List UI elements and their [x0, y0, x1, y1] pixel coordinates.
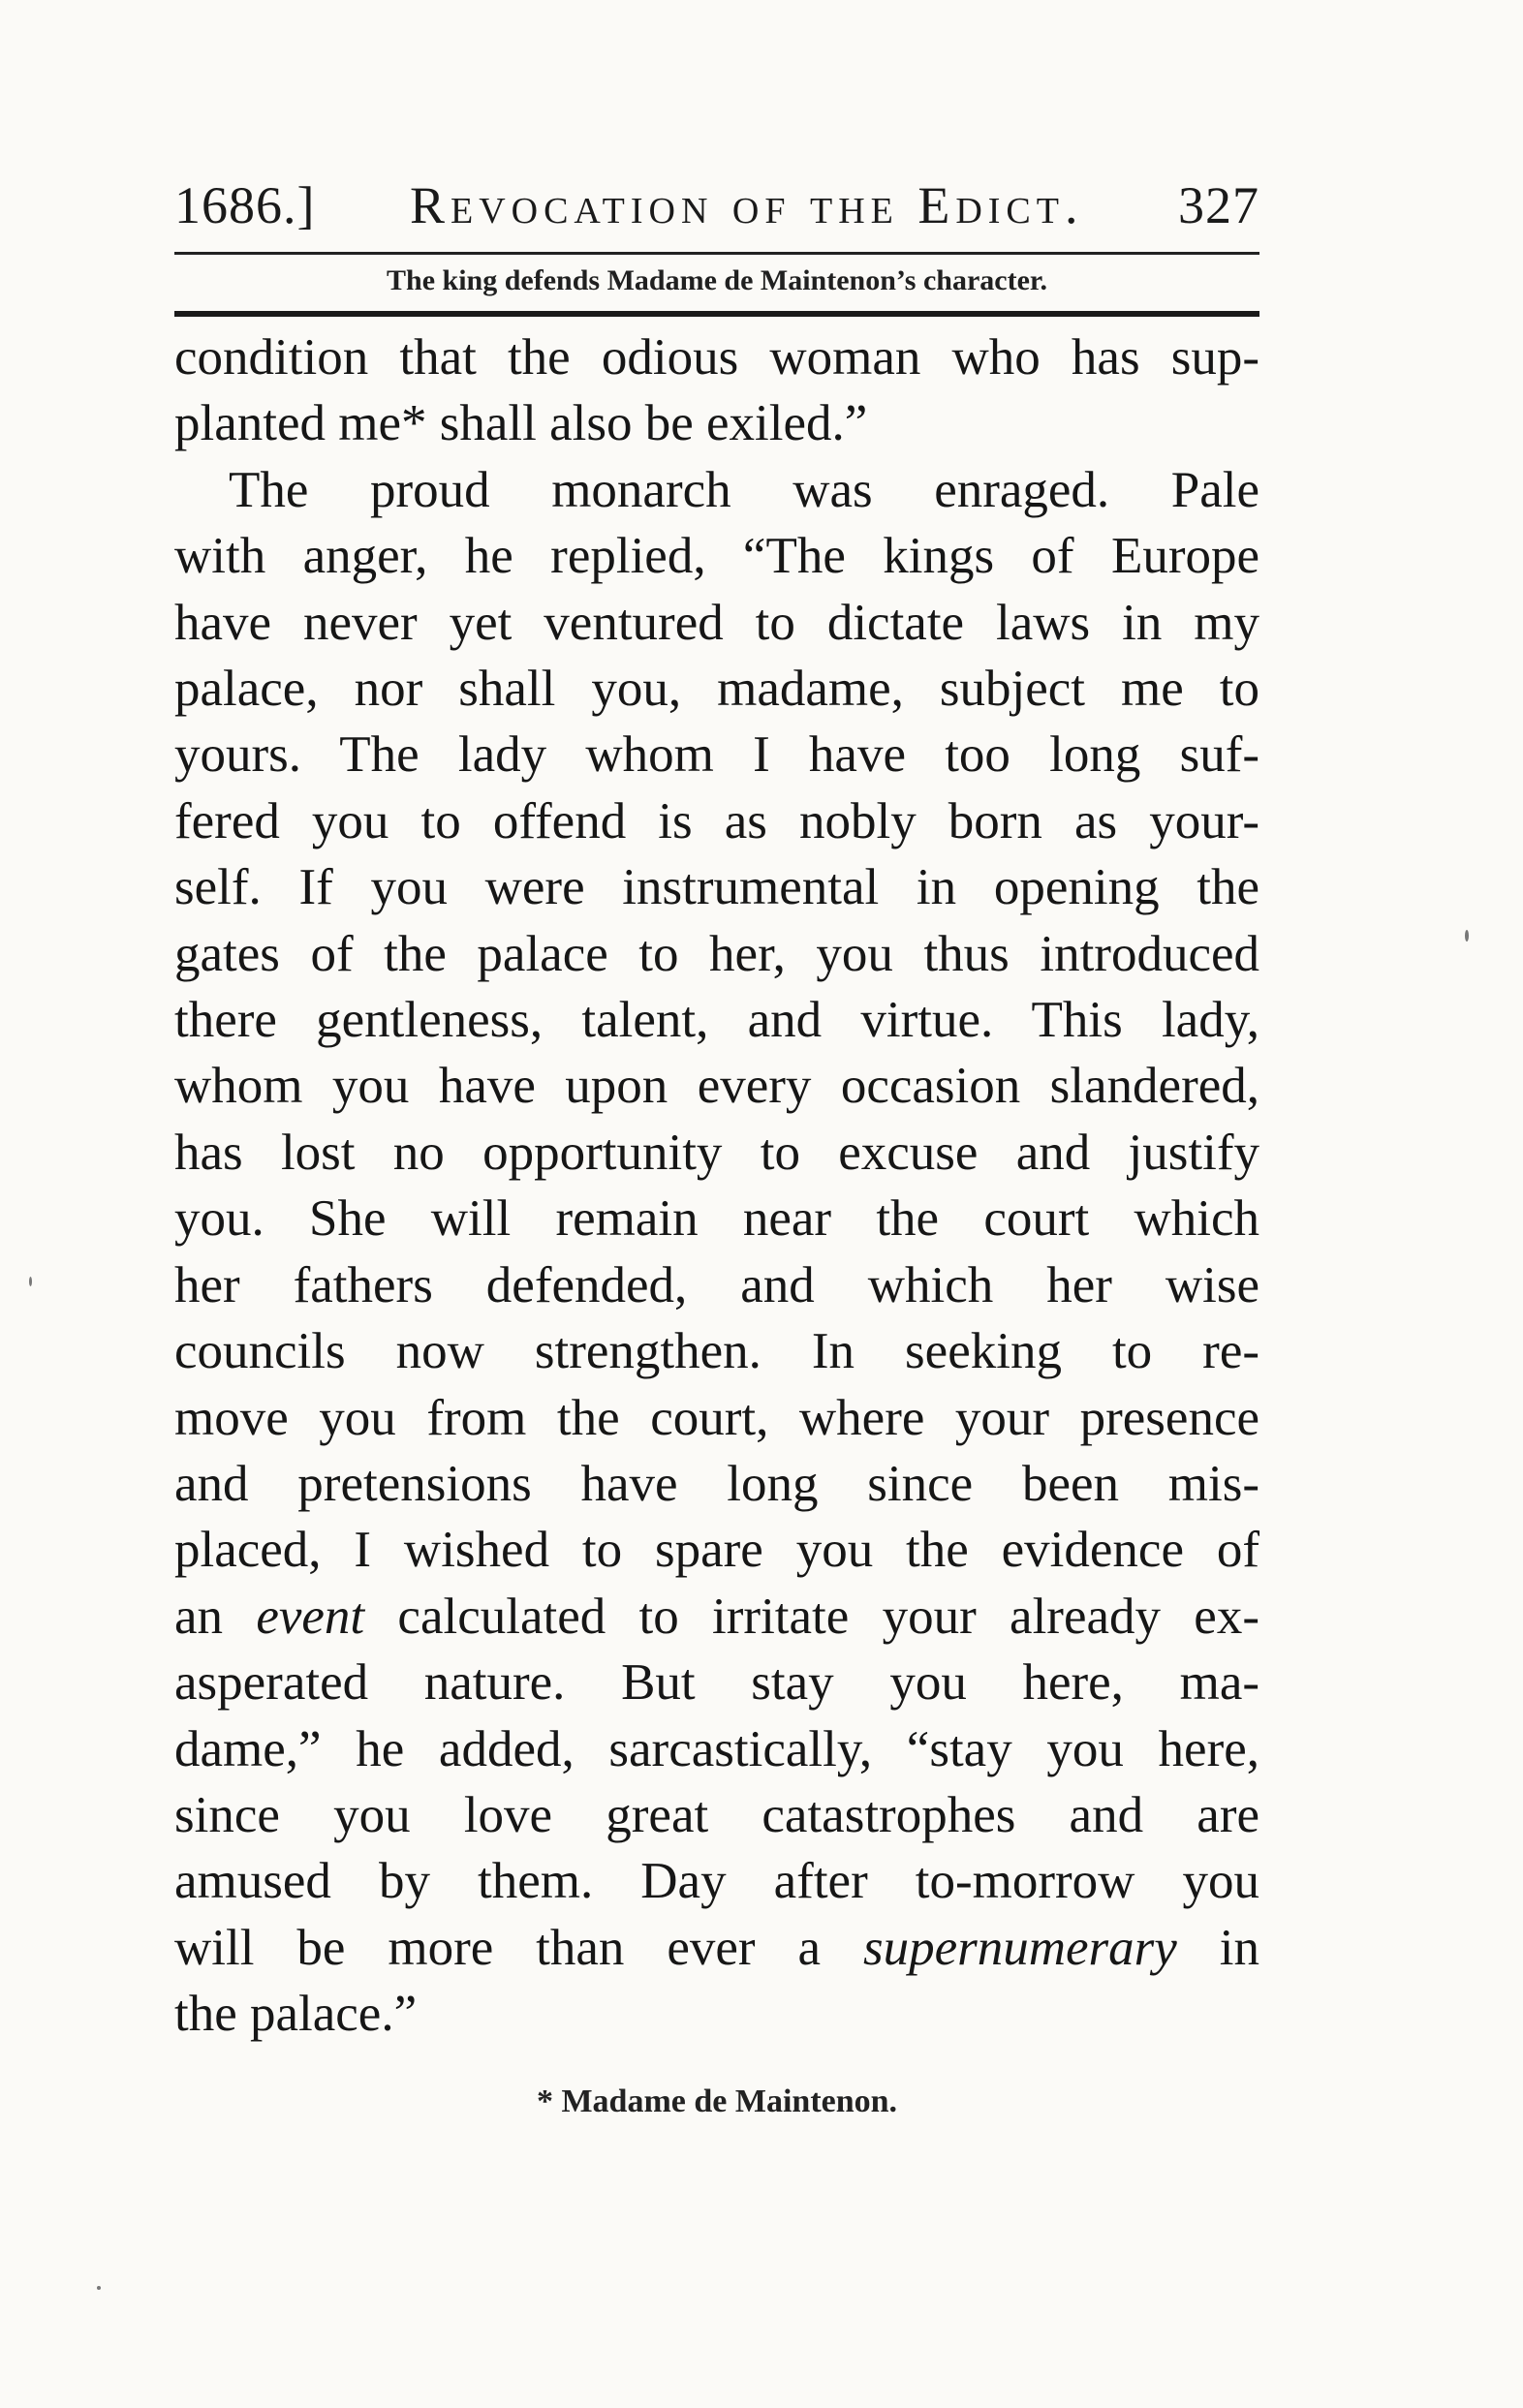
footnote: * Madame de Maintenon. [536, 2083, 898, 2119]
header-year: 1686.] [174, 176, 316, 234]
text-line: you. She will remain near the court which [174, 1190, 1259, 1248]
text-line: self. If you were instrumental in opening the [174, 859, 1259, 916]
text-line: condition that the odious woman who has sup- [174, 329, 1259, 386]
text-line: will be more than ever a supernumerary in [174, 1919, 1259, 1976]
text-line: planted me* shall also be exiled.” [174, 395, 868, 452]
paper-speck [97, 2286, 101, 2290]
paper-speck [29, 1277, 32, 1286]
text-line: have never yet ventured to dictate laws in my [174, 594, 1259, 651]
body-text [174, 324, 1259, 2048]
text-line: since you love great catastrophes and are [174, 1786, 1259, 1843]
paragraph-2 [174, 457, 1259, 2048]
page-number: 327 [1177, 176, 1259, 234]
text-line: with anger, he replied, “The kings of Europe [174, 528, 1259, 585]
text-line: The proud monarch was enraged. Pale [229, 461, 1259, 518]
header-rule-top [174, 252, 1259, 255]
text-line: gates of the palace to her, you thus introduced [174, 925, 1259, 982]
text-line: placed, I wished to spare you the evidence of [174, 1522, 1259, 1579]
paper-speck [1465, 930, 1469, 942]
text-line: has lost no opportunity to excuse and justify [174, 1124, 1259, 1181]
text-line: and pretensions have long since been mis- [174, 1455, 1259, 1512]
text-line: there gentleness, talent, and virtue. This lady, [174, 992, 1259, 1049]
text-line: councils now strengthen. In seeking to re- [174, 1323, 1259, 1380]
text-line: whom you have upon every occasion slandered, [174, 1058, 1259, 1115]
text-line: asperated nature. But stay you here, ma- [174, 1654, 1259, 1712]
text-line: an event calculated to irritate your already ex- [174, 1588, 1259, 1645]
text-line: move you from the court, where your presence [174, 1389, 1259, 1446]
header-rule-bottom [174, 311, 1259, 317]
text-line: dame,” he added, sarcastically, “stay you here, [174, 1720, 1259, 1777]
running-summary: The king defends Madame de Maintenon’s character. [387, 264, 1047, 296]
text-line: the palace.” [174, 1986, 418, 2043]
paragraph-1 [174, 324, 1259, 457]
text-line: her fathers defended, and which her wise [174, 1256, 1259, 1313]
text-line: amused by them. Day after to-morrow you [174, 1853, 1259, 1910]
text-line: palace, nor shall you, madame, subject me to [174, 661, 1259, 718]
text-line: fered you to offend is as nobly born as your- [174, 792, 1259, 849]
text-line: yours. The lady whom I have too long suf- [174, 726, 1259, 784]
book-page [174, 174, 1259, 2123]
running-header [174, 174, 1259, 236]
header-title: Revocation of the Edict. [409, 176, 1084, 234]
